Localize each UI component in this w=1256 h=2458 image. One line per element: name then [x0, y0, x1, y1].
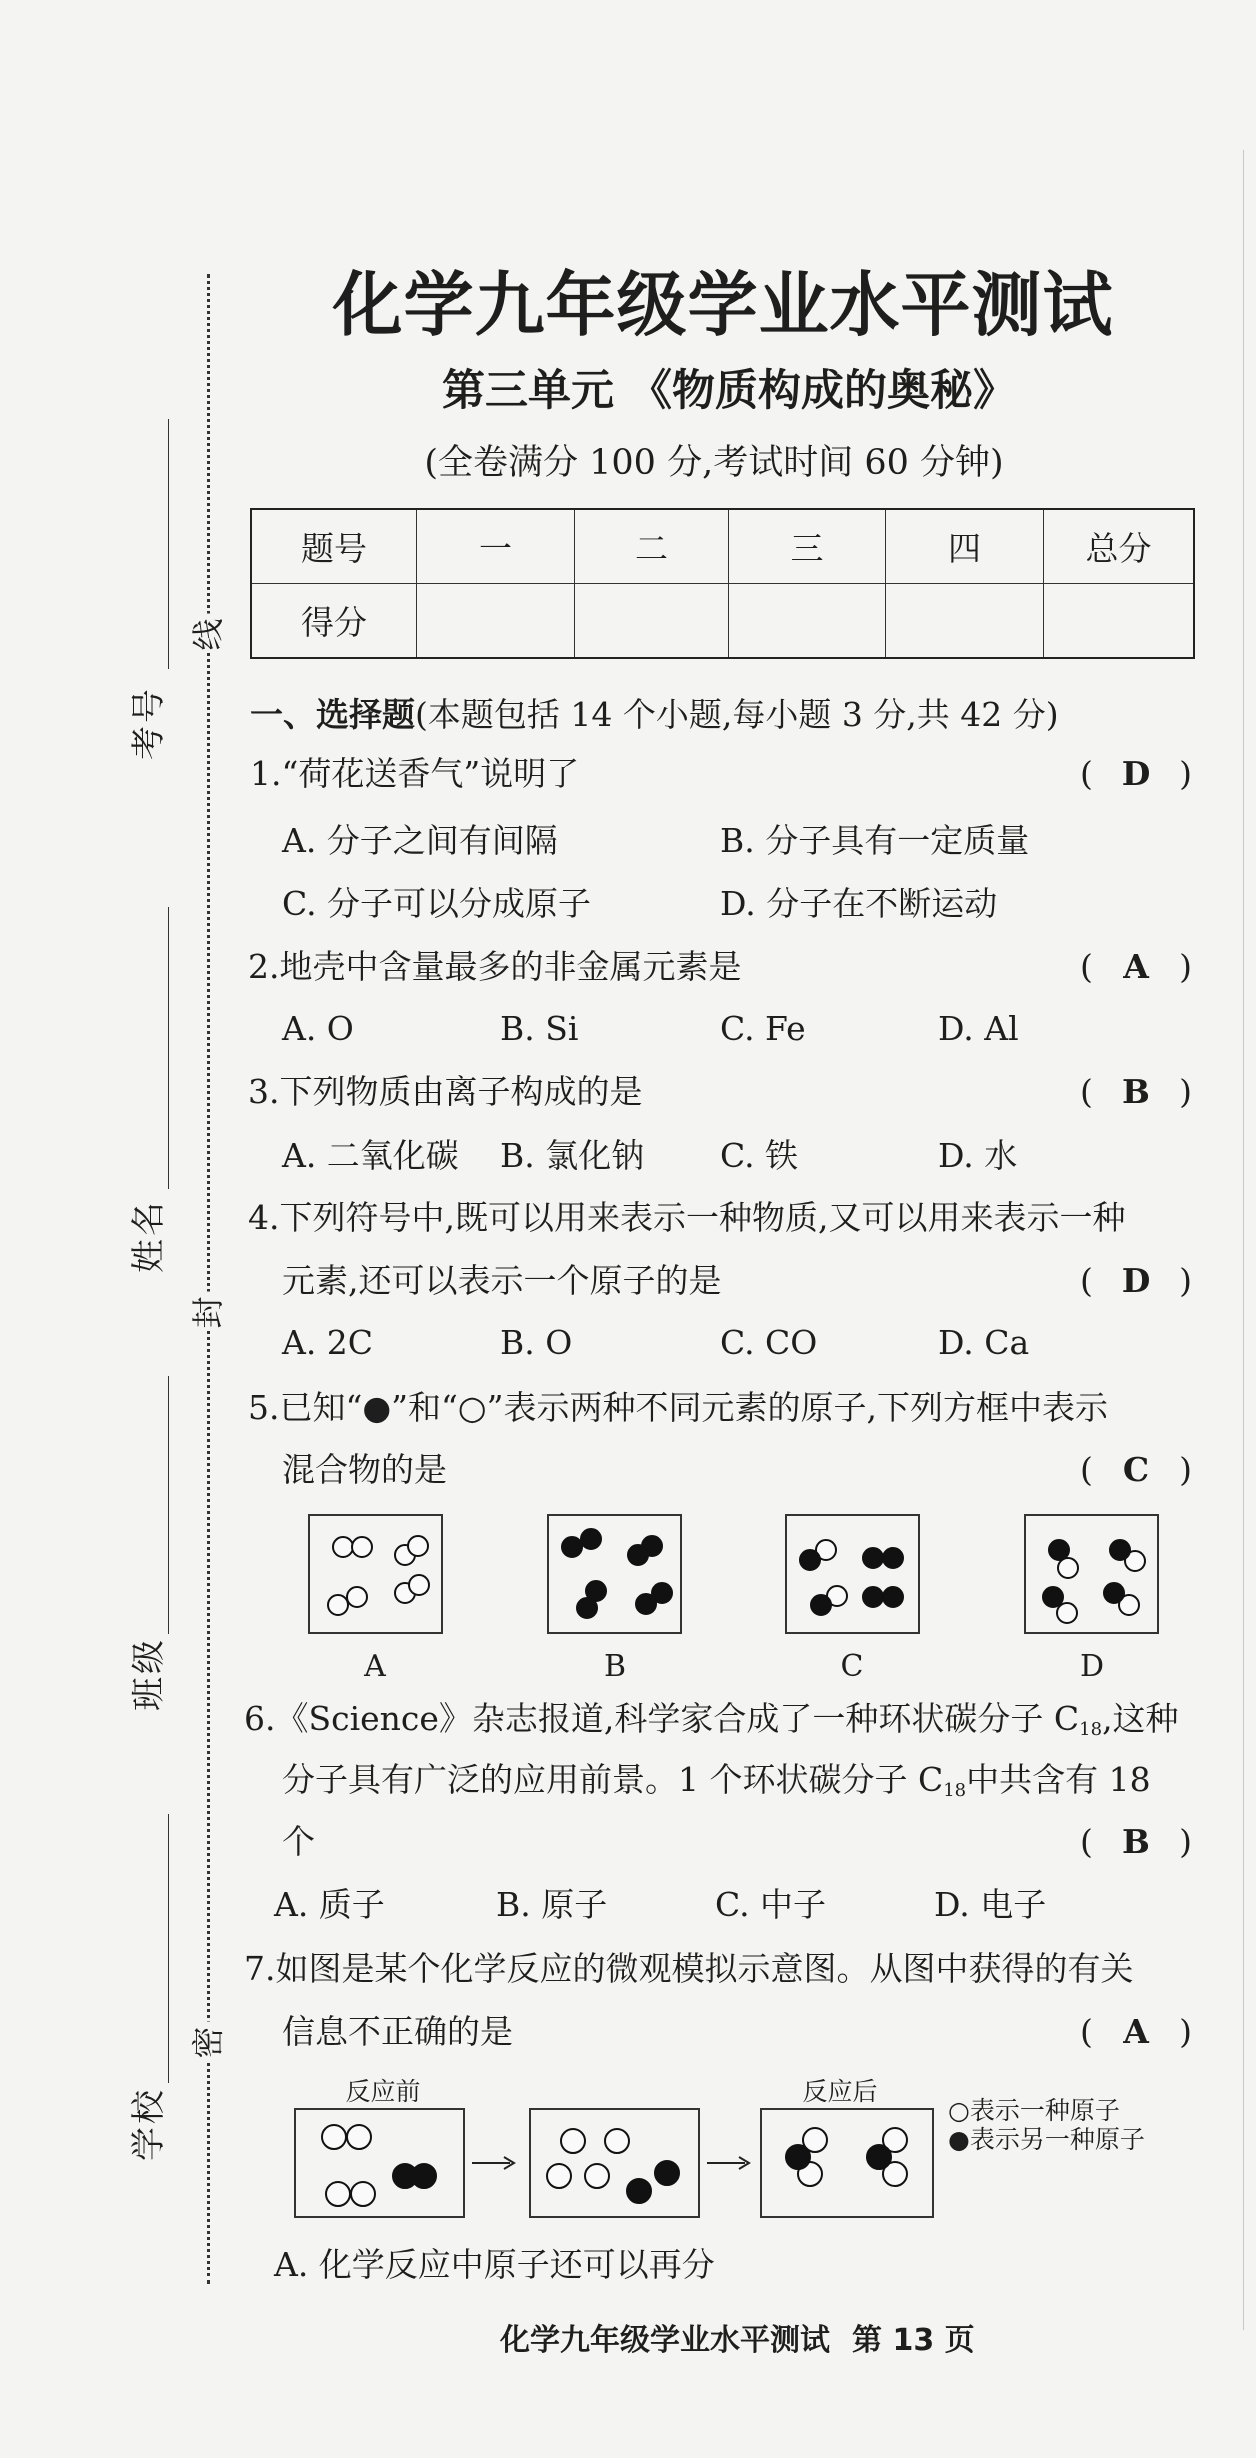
white-atom [333, 1537, 353, 1557]
black-atom [867, 2145, 891, 2169]
question-line [282, 1760, 1151, 1801]
paren-open: ( [1080, 1822, 1093, 1861]
option-a: A. 化学反应中原子还可以再分 [274, 2245, 715, 2284]
table-header-cell: 总分 [1044, 509, 1195, 584]
school-blank [168, 1814, 169, 2083]
option-a: A. 质子 [274, 1885, 385, 1924]
question-text: ,这种 [1102, 1699, 1179, 1738]
paren-close: ) [1179, 1822, 1192, 1861]
figure-label-b: B [603, 1649, 627, 1684]
option-b: B. O [500, 1323, 573, 1362]
name-label: 姓名 [129, 1199, 169, 1273]
figure-box-d [1024, 1514, 1159, 1634]
black-atom [883, 1587, 903, 1607]
section-title: 一、选择题 [250, 695, 415, 734]
black-atom [655, 2161, 679, 2185]
section-heading [250, 697, 1059, 733]
paren-open: ( [1080, 2012, 1093, 2051]
white-atom [409, 1575, 429, 1595]
binding-dotted-line [207, 274, 210, 2284]
question-text: 信息不正确的是 [282, 2012, 513, 2051]
legend-black-atom: ●表示另一种原子 [948, 2125, 1145, 2154]
molecule-drawing [762, 2110, 932, 2216]
paren-open: ( [1080, 1072, 1093, 1111]
paren-open: ( [1080, 754, 1093, 793]
school-label: 学校 [129, 2087, 169, 2161]
black-atom [642, 1536, 662, 1556]
binding-mark-line: 线 [185, 613, 231, 652]
black-atom [863, 1587, 883, 1607]
paren-close: ) [1179, 1261, 1192, 1300]
reaction-after-box [760, 2108, 934, 2218]
option-d: D. 分子在不断运动 [720, 884, 998, 923]
white-atom [347, 2125, 371, 2149]
class-blank [168, 1376, 169, 1634]
question-text: 1.“荷花送香气”说明了 [250, 754, 580, 793]
black-atom [863, 1548, 883, 1568]
answer-blank [1080, 1074, 1192, 1110]
answer-letter: D [1121, 1261, 1151, 1300]
white-atom [408, 1536, 428, 1556]
question-text: 7.如图是某个化学反应的微观模拟示意图。从图中获得的有关 [244, 1949, 1134, 1988]
white-atom [547, 2164, 571, 2188]
option-b: B. 原子 [496, 1885, 608, 1924]
footer-title: 化学九年级学业水平测试 [500, 2323, 830, 2358]
paren-open: ( [1080, 947, 1093, 986]
white-atom [352, 1537, 372, 1557]
black-atom [1104, 1583, 1124, 1603]
paren-close: ) [1179, 2012, 1192, 2051]
page-footer [500, 2323, 975, 2359]
figure-label-d: D [1079, 1649, 1105, 1684]
molecule-drawing [310, 1516, 441, 1632]
white-atom [585, 2164, 609, 2188]
answer-letter: B [1122, 1072, 1150, 1111]
exam-number-label: 考号 [129, 686, 169, 760]
white-atom [1057, 1603, 1077, 1623]
white-atom [322, 2125, 346, 2149]
option-d: D. Al [938, 1009, 1019, 1048]
table-header-cell: 一 [417, 509, 575, 584]
figure-box-c [785, 1514, 920, 1634]
binding-mark-seal: 封 [185, 1291, 231, 1330]
answer-blank [1080, 1452, 1192, 1488]
score-cell [886, 584, 1044, 659]
question-text: 2.地壳中含量最多的非金属元素是 [248, 947, 742, 986]
molecule-drawing [549, 1516, 680, 1632]
white-atom [326, 2182, 350, 2206]
question-text: 6.《Science》杂志报道,科学家合成了一种环状碳分子 C [244, 1699, 1080, 1738]
option-c: C. Fe [720, 1009, 806, 1048]
right-arrow-icon [470, 2153, 518, 2173]
black-atom [412, 2164, 436, 2188]
option-a: A. 2C [282, 1323, 374, 1362]
right-arrow-icon [705, 2153, 753, 2173]
black-atom [581, 1529, 601, 1549]
after-reaction-label: 反应后 [802, 2077, 878, 2106]
figure-label-c: C [840, 1649, 864, 1684]
white-atom [561, 2129, 585, 2153]
legend-white-atom: ○表示一种原子 [948, 2096, 1120, 2125]
option-b: B. 分子具有一定质量 [720, 821, 1030, 860]
black-atom [811, 1595, 831, 1615]
question-text: 3.下列物质由离子构成的是 [248, 1072, 643, 1111]
answer-letter: A [1123, 2012, 1149, 2051]
page-title: 化学九年级学业水平测试 [332, 264, 1114, 346]
option-c: C. 中子 [715, 1885, 827, 1924]
subscript: 18 [1079, 1719, 1103, 1740]
section-description: (本题包括 14 个小题,每小题 3 分,共 42 分) [415, 695, 1059, 734]
answer-blank [1080, 756, 1192, 792]
black-atom [627, 2179, 651, 2203]
option-a: A. 分子之间有间隔 [282, 821, 558, 860]
answer-blank [1080, 2014, 1192, 2050]
paren-close: ) [1179, 1450, 1192, 1489]
score-cell [729, 584, 886, 659]
score-cell [1044, 584, 1195, 659]
answer-blank [1080, 1263, 1192, 1299]
answer-letter: A [1123, 947, 1149, 986]
black-atom [883, 1548, 903, 1568]
reaction-before-box [294, 2108, 465, 2218]
molecule-drawing [296, 2110, 463, 2216]
option-c: C. 分子可以分成原子 [282, 884, 592, 923]
question-text: 中共含有 18 [966, 1760, 1151, 1799]
page-number: 第 13 页 [852, 2323, 975, 2358]
paren-close: ) [1179, 947, 1192, 986]
molecule-drawing [1026, 1516, 1157, 1632]
question-text: 4.下列符号中,既可以用来表示一种物质,又可以用来表示一种 [248, 1198, 1126, 1237]
paren-open: ( [1080, 1450, 1093, 1489]
subscript: 18 [943, 1780, 967, 1801]
answer-letter: B [1122, 1822, 1150, 1861]
question-line [244, 1699, 1179, 1740]
option-a: A. O [282, 1009, 354, 1048]
figure-label-a: A [364, 1649, 386, 1684]
reaction-intermediate-box [529, 2108, 700, 2218]
paren-close: ) [1179, 754, 1192, 793]
name-blank [168, 907, 169, 1189]
score-cell [417, 584, 575, 659]
option-b: B. 氯化钠 [500, 1136, 645, 1175]
class-label: 班级 [129, 1637, 169, 1711]
figure-box-b [547, 1514, 682, 1634]
white-atom [605, 2129, 629, 2153]
score-cell [575, 584, 729, 659]
table-header-cell: 题号 [251, 509, 417, 584]
white-atom [328, 1595, 348, 1615]
score-row-label: 得分 [251, 584, 417, 659]
black-atom [562, 1537, 582, 1557]
black-atom [1049, 1540, 1069, 1560]
option-d: D. 水 [938, 1136, 1018, 1175]
table-header-cell: 二 [575, 509, 729, 584]
question-text: 分子具有广泛的应用前景。1 个环状碳分子 C [282, 1760, 944, 1799]
answer-blank [1080, 949, 1192, 985]
black-atom [786, 2145, 810, 2169]
white-atom [1058, 1558, 1078, 1578]
question-text: 混合物的是 [282, 1450, 447, 1489]
answer-letter: D [1121, 754, 1151, 793]
black-atom [1043, 1587, 1063, 1607]
black-atom [800, 1550, 820, 1570]
exam-number-blank [168, 419, 169, 669]
black-atom [1110, 1540, 1130, 1560]
question-text: 元素,还可以表示一个原子的是 [282, 1261, 722, 1300]
score-table [250, 508, 1195, 659]
answer-blank [1080, 1824, 1192, 1860]
molecule-drawing [787, 1516, 918, 1632]
black-atom [652, 1583, 672, 1603]
option-c: C. 铁 [720, 1136, 799, 1175]
option-d: D. Ca [938, 1323, 1030, 1362]
score-table-score-row [251, 584, 1194, 659]
page-edge [1243, 150, 1244, 2330]
answer-letter: C [1122, 1450, 1150, 1489]
option-a: A. 二氧化碳 [282, 1136, 459, 1175]
question-text: 个 [282, 1822, 315, 1861]
question-text: 5.已知“●”和“○”表示两种不同元素的原子,下列方框中表示 [248, 1388, 1109, 1427]
exam-note: (全卷满分 100 分,考试时间 60 分钟) [424, 443, 1004, 483]
paren-open: ( [1080, 1261, 1093, 1300]
white-atom [351, 2182, 375, 2206]
unit-subtitle: 第三单元 《物质构成的奥秘》 [442, 366, 1016, 416]
molecule-drawing [531, 2110, 698, 2216]
score-table-header-row [251, 509, 1194, 584]
binding-mark-secret: 密 [185, 2021, 231, 2060]
paren-close: ) [1179, 1072, 1192, 1111]
figure-box-a [308, 1514, 443, 1634]
white-atom [347, 1587, 367, 1607]
option-c: C. CO [720, 1323, 818, 1362]
option-b: B. Si [500, 1009, 579, 1048]
table-header-cell: 四 [886, 509, 1044, 584]
option-d: D. 电子 [934, 1885, 1047, 1924]
before-reaction-label: 反应前 [345, 2077, 421, 2106]
table-header-cell: 三 [729, 509, 886, 584]
black-atom [586, 1581, 606, 1601]
